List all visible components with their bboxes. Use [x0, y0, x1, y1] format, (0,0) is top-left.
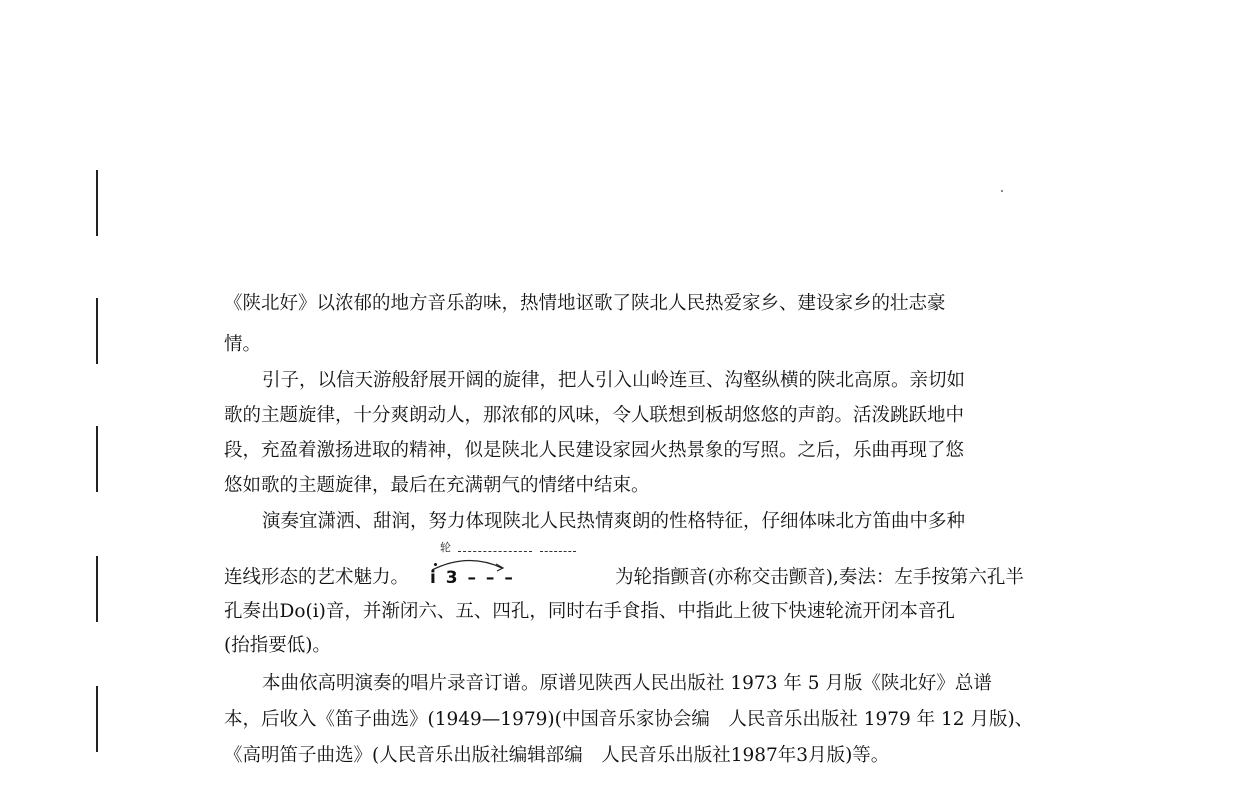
paragraph-3-line-2-lead: 连线形态的艺术魅力。	[224, 567, 410, 588]
paragraph-4-line-1: 本曲依高明演奏的唱片录音订谱。原谱见陕西人民出版社 1973 年 5 月版《陕北好》总谱	[262, 673, 992, 694]
paragraph-3-line-2	[224, 566, 1024, 590]
paragraph-2-line-3: 段，充盈着激扬进取的精神，似是陕北人民建设家园火热景象的写照。之后，乐曲再现了悠	[224, 440, 965, 461]
notation-trill-label: 轮	[440, 541, 451, 554]
margin-rule	[96, 298, 98, 364]
notation-dash-line	[540, 551, 576, 552]
paragraph-3-line-4: (抬指要低)。	[224, 635, 331, 656]
margin-rule	[96, 426, 98, 492]
paragraph-4-line-2: 本，后收入《笛子曲选》(1949—1979)(中国音乐家协会编 人民音乐出版社 1979 年 12 月版)、	[224, 709, 1034, 730]
notation-notes: i 3 – – –	[430, 568, 515, 588]
margin-rule	[96, 686, 98, 752]
paragraph-4-line-3: 《高明笛子曲选》(人民音乐出版社编辑部编 人民音乐出版社1987年3月版)等。	[224, 745, 890, 766]
paragraph-3-line-2-tail: 为轮指颤音(亦称交击颤音),奏法：左手按第六孔半	[615, 567, 1024, 588]
margin-rule	[96, 170, 98, 236]
margin-rule	[96, 556, 98, 622]
paragraph-2-line-2: 歌的主题旋律，十分爽朗动人，那浓郁的风味，令人联想到板胡悠悠的声韵。活泼跳跃地中	[224, 405, 965, 426]
paragraph-2-line-1: 引子，以信天游般舒展开阔的旋律，把人引入山岭连亘、沟壑纵横的陕北高原。亲切如	[262, 370, 966, 391]
scan-speck	[1001, 190, 1003, 192]
paragraph-1-line-1: 《陕北好》以浓郁的地方音乐韵味，热情地讴歌了陕北人民热爱家乡、建设家乡的壮志豪	[224, 293, 946, 314]
paragraph-1-line-2: 情。	[224, 334, 262, 355]
paragraph-3-line-1: 演奏宜潇洒、甜润，努力体现陕北人民热情爽朗的性格特征，仔细体味北方笛曲中多种	[262, 511, 966, 532]
notation-dash-line	[458, 551, 532, 552]
paragraph-3-line-3: 孔奏出Do(i)音，并渐闭六、五、四孔，同时右手食指、中指此上彼下快速轮流开闭本音孔	[224, 601, 955, 622]
paragraph-2-line-4: 悠如歌的主题旋律，最后在充满朝气的情绪中结束。	[224, 475, 650, 496]
